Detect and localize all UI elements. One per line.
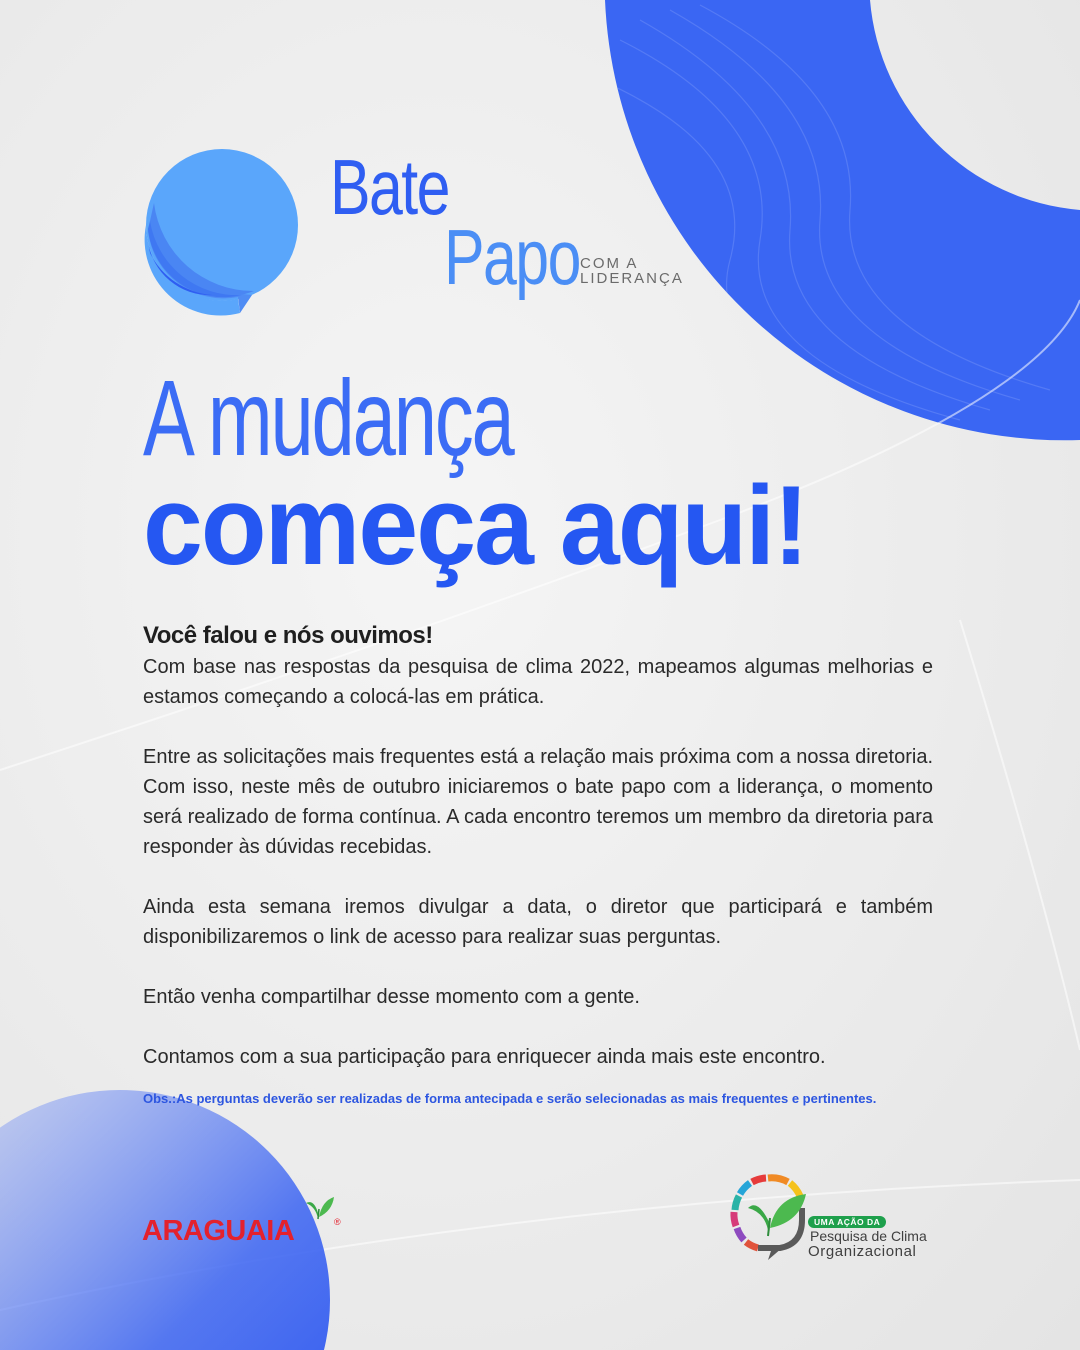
campaign-subtitle: Organizacional — [808, 1243, 917, 1260]
circle-leaf-logo-icon — [728, 1168, 818, 1268]
lead-text: Você falou e nós ouvimos! — [143, 622, 433, 649]
observation-note: Obs.:As perguntas deverão ser realizadas de forma antecipada e serão selecionadas as mais frequentes e pertinentes. — [143, 1091, 877, 1106]
paragraph-1: Com base nas respostas da pesquisa de clima 2022, mapeamos algumas melhorias e estamos começando a colocá-las em prática. — [143, 656, 933, 708]
registered-mark: ® — [334, 1217, 341, 1227]
campaign-tag: UMA AÇÃO DA — [808, 1216, 886, 1228]
pesquisa-clima-logo — [728, 1168, 948, 1268]
headline-line-2: começa aqui! — [143, 463, 808, 588]
paragraph-3: Ainda esta semana iremos divulgar a data, o diretor que participará e também disponibilizaremos o link de acesso para realizar suas perguntas. — [143, 896, 933, 948]
brand-suffix-line-1: COM A — [580, 255, 639, 272]
brand-suffix — [580, 256, 684, 286]
paragraph-5: Contamos com a sua participação para enriquecer ainda mais este encontro. — [143, 1046, 826, 1068]
brand-suffix-line-2: LIDERANÇA — [580, 270, 684, 287]
araguaia-logo — [142, 1195, 352, 1255]
speech-bubble-logo-icon — [142, 145, 302, 317]
araguaia-wordmark: ARAGUAIA — [142, 1215, 295, 1247]
brand-word-bate: Bate — [330, 143, 449, 231]
leaf-icon — [302, 1195, 336, 1221]
brand-word-papo: Papo — [444, 213, 580, 301]
paragraph-2: Entre as solicitações mais frequentes está a relação mais próxima com a nossa diretoria. Com isso, neste mês de outubro iniciaremos o bate papo com a liderança, o momento será realizado de forma contínua. A cada encontro teremos um membro da diretoria para responder às dúvidas recebidas. — [143, 746, 933, 858]
headline-line-1: A mudança — [143, 357, 513, 478]
campaign-title: Pesquisa de Clima — [810, 1228, 927, 1244]
body-copy — [143, 620, 933, 1072]
paragraph-4: Então venha compartilhar desse momento com a gente. — [143, 986, 640, 1008]
